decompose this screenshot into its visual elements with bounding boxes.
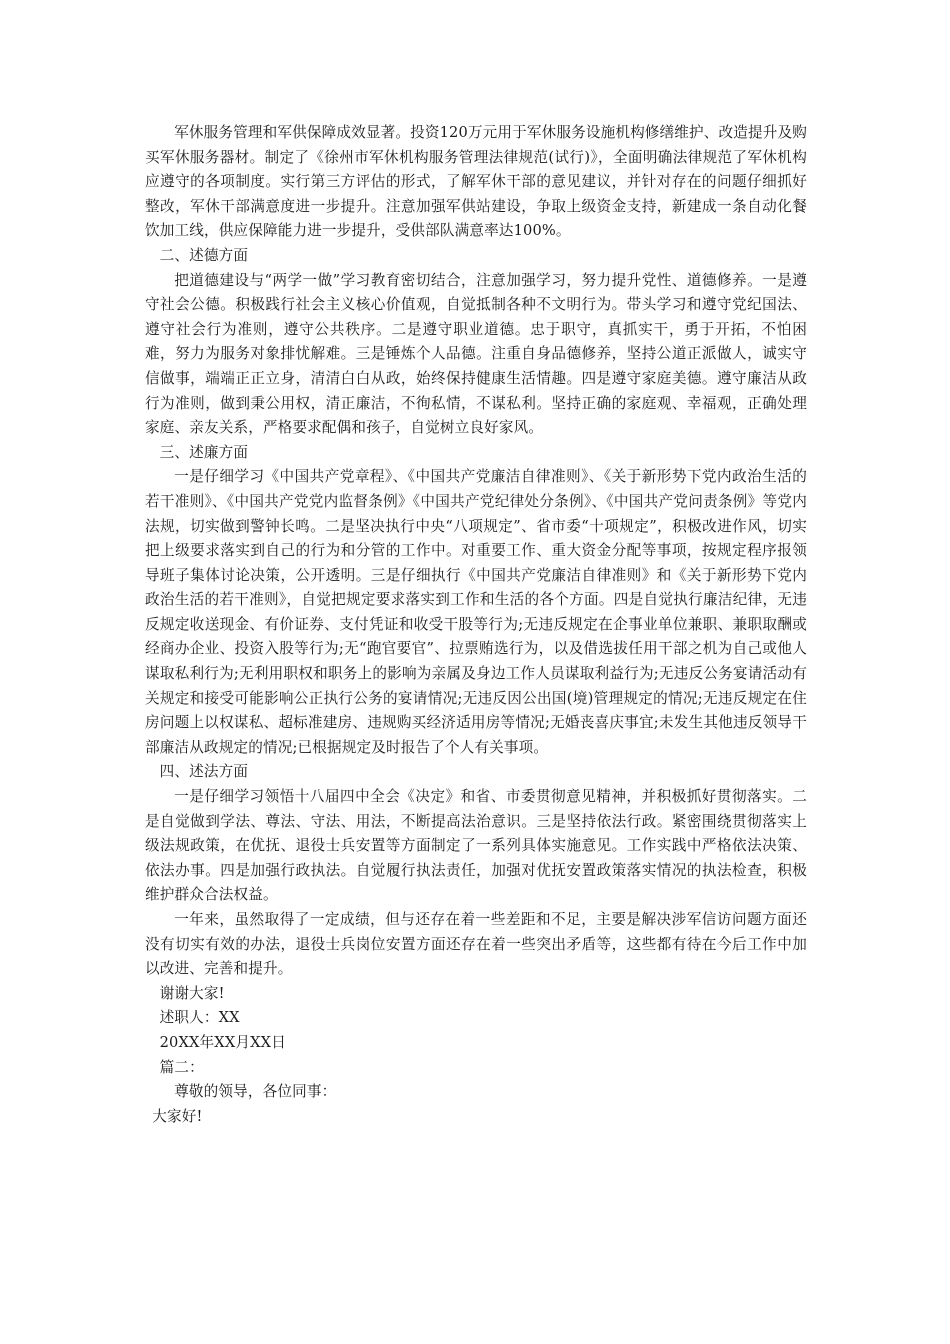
- part-two-label: 篇二：: [159, 1058, 204, 1076]
- paragraph-service: 军休服务管理和军供保障成效显著。投资120万元用于军休服务设施机构修缮维护、改造提升及购买军休服务器材。制定了《徐州市军休机构服务管理法律规范(试行)》，全面明确法律规范了军休机构应遵守的各项制度。实行第三方评估的形式，了解军休干部的意见建议，并针对存在的问题仔细抓好整改，军休干部满意度进一步提升。注意加强军供站建设，争取上级资金支持，新建成一条自动化餐饮加工线，供应保障能力进一步提升，受供部队满意率达100%。: [145, 124, 807, 240]
- document-body: [145, 121, 807, 1129]
- paragraph-morality: 把道德建设与“两学一做”学习教育密切结合，注意加强学习，努力提升党性、道德修养。一是遵守社会公德。积极践行社会主义核心价值观，自觉抵制各种不文明行为。带头学习和遵守党纪国法、遵守社会行为准则，遵守公共秩序。二是遵守职业道德。忠于职守，真抓实干，勇于开拓，不怕困难，努力为服务对象排忧解难。三是锤炼个人品德。注重自身品德修养，坚持公道正派做人，诚实守信做事，端端正正立身，清清白白从政，始终保持健康生活情趣。四是遵守家庭美德。遵守廉洁从政行为准则，做到秉公用权，清正廉洁，不徇私情，不谋私利。坚持正确的家庭观、幸福观，正确处理家庭、亲友关系，严格要求配偶和孩子，自觉树立良好家风。: [145, 271, 808, 437]
- paragraph-integrity: 一是仔细学习《中国共产党章程》、《中国共产党廉洁自律准则》、《关于新形势下党内政治生活的若干准则》、《中国共产党党内监督条例》《中国共产党纪律处分条例》、《中国共产党问责条例》等党内法规，切实做到警钟长鸣。二是坚决执行中央“八项规定”、省市委“十项规定”，积极改进作风，切实把上级要求落实到自己的行为和分管的工作中。对重要工作、重大资金分配等事项，按规定程序报领导班子集体讨论决策，公开透明。三是仔细执行《中国共产党廉洁自律准则》和《关于新形势下党内政治生活的若干准则》，自觉把规定要求落实到工作和生活的各个方面。四是自觉执行廉洁纪律，无违反规定收送现金、有价证券、支付凭证和收受干股等行为;无违反规定在企事业单位兼职、兼职取酬或经商办企业、投资入股等行为;无“跑官要官”、拉票贿选行为，以及借选拔任用干部之机为自己或他人谋取私利行为;无利用职权和职务上的影响为亲属及身边工作人员谋取利益行为;无违反公务宴请活动有关规定和接受可能影响公正执行公务的宴请情况;无违反因公出国(境)管理规定的情况;无违反规定在住房问题上以权谋私、超标准建房、违规购买经济适用房等情况;无婚丧喜庆事宜;未发生其他违反领导干部廉洁从政规定的情况;已根据规定及时报告了个人有关事项。: [145, 468, 807, 756]
- closing-date: 20XX年XX月XX日: [159, 1033, 286, 1051]
- closing-reporter: 述职人：XX: [159, 1009, 240, 1027]
- paragraph-summary: 一年来，虽然取得了一定成绩，但与还存在着一些差距和不足，主要是解决涉军信访问题方面还没有切实有效的办法，退役士兵岗位安置方面还存在着一些突出矛盾等，这些都有待在今后工作中加以改进、完善和提升。: [145, 911, 807, 978]
- heading-law: 四、述法方面: [159, 763, 249, 781]
- greeting: 大家好!: [152, 1107, 203, 1125]
- salutation: 尊敬的领导，各位同事：: [174, 1083, 337, 1101]
- closing-thanks: 谢谢大家!: [159, 984, 225, 1002]
- paragraph-law: 一是仔细学习领悟十八届四中全会《决定》和省、市委贯彻意见精神，并积极抓好贯彻落实。二是自觉做到学法、尊法、守法、用法，不断提高法治意识。三是坚持依法行政。紧密围绕贯彻落实上级法规政策，在优抚、退役士兵安置等方面制定了一系列具体实施意见。工作实践中严格依法决策、依法办事。四是加强行政执法。自觉履行执法责任，加强对优抚安置政策落实情况的执法检查，积极维护群众合法权益。: [145, 788, 807, 904]
- heading-integrity: 三、述廉方面: [159, 443, 249, 461]
- heading-morality: 二、述德方面: [159, 246, 249, 264]
